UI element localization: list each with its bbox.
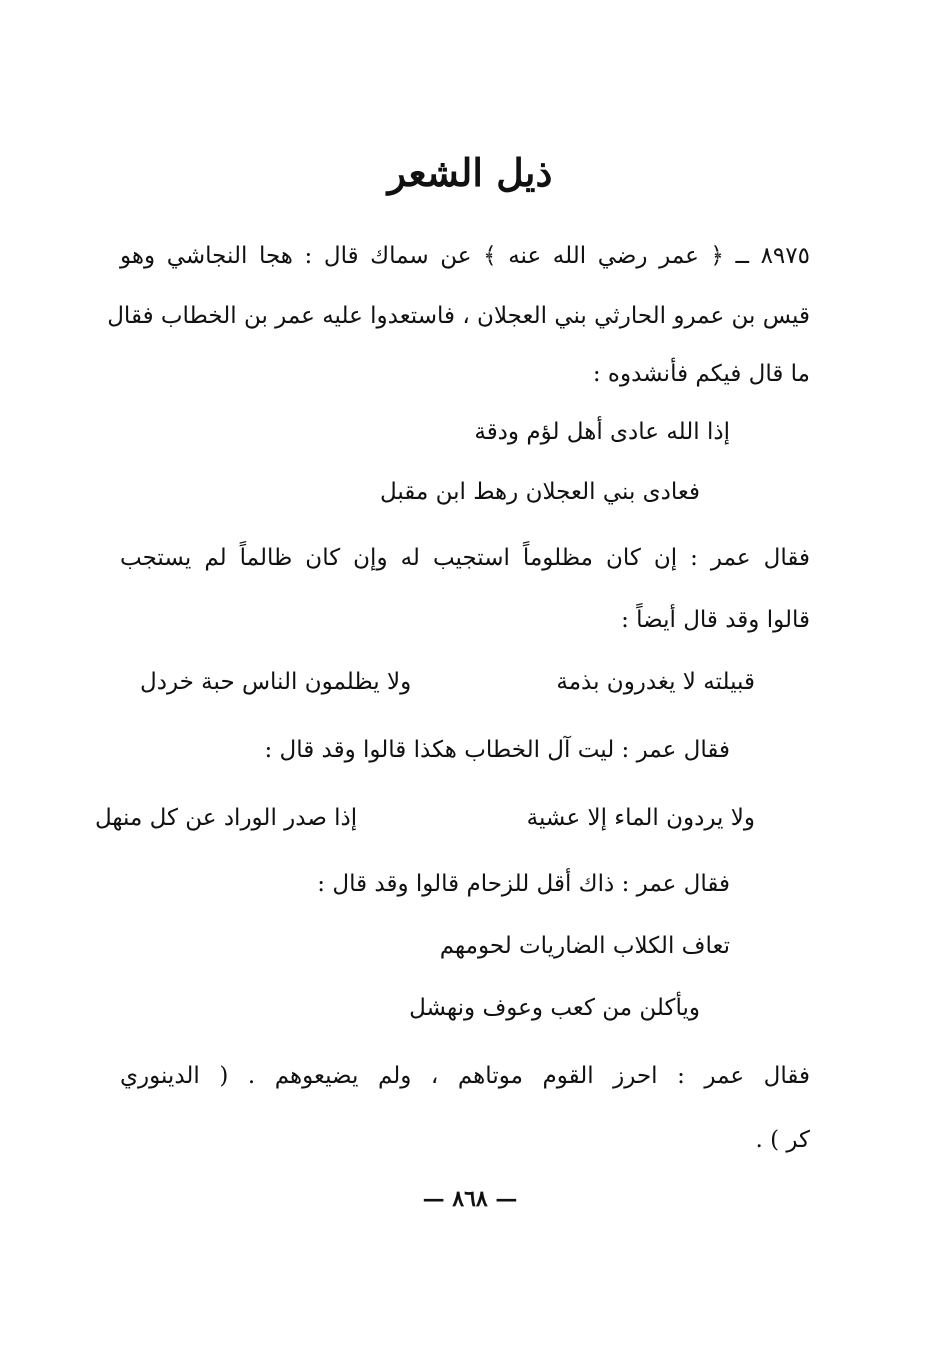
verse-couplet xyxy=(140,664,755,700)
text-line: فقال عمر : ليت آل الخطاب هكذا قالوا وقد قال : xyxy=(264,737,730,763)
text-line: فقال عمر : إن كان مظلوماً استجيب له وإن كان ظالماً لم يستجب xyxy=(120,545,810,571)
page-number: — ٨٦٨ — xyxy=(422,1186,518,1212)
verse-hemistich-second: ولا يظلمون الناس حبة خردل xyxy=(140,669,412,695)
verse-line: إذا الله عادى أهل لؤم ودقة xyxy=(474,419,730,445)
verse-line: فعادى بني العجلان رهط ابن مقبل xyxy=(379,479,700,505)
verse-hemistich-first: قبيلته لا يغدرون بذمة xyxy=(556,669,755,695)
text-line: ما قال فيكم فأنشدوه : xyxy=(592,361,810,387)
verse-line: ويأكلن من كعب وعوف ونهشل xyxy=(409,995,700,1021)
text-line: فقال عمر : احرز القوم موتاهم ، ولم يضيعوهم . ( الدينوري xyxy=(120,1063,810,1089)
text-line: فقال عمر : ذاك أقل للزحام قالوا وقد قال : xyxy=(317,871,730,897)
text-line: قيس بن عمرو الحارثي بني العجلان ، فاستعدوا عليه عمر بن الخطاب فقال xyxy=(107,303,810,329)
page-title: ذيل الشعر xyxy=(387,150,553,195)
verse-line: تعاف الكلاب الضاريات لحومهم xyxy=(439,933,730,959)
verse-hemistich-second: إذا صدر الوراد عن كل منهل xyxy=(95,805,358,831)
text-line: قالوا وقد قال أيضاً : xyxy=(621,607,810,633)
verse-hemistich-first: ولا يردون الماء إلا عشية xyxy=(526,805,755,831)
text-line: كر ) . xyxy=(755,1127,810,1153)
text-line: ٨٩٧٥ ــ ﴿ عمر رضي الله عنه ﴾ عن سماك قال : هجا النجاشي وهو xyxy=(120,243,810,269)
verse-couplet xyxy=(95,800,755,836)
